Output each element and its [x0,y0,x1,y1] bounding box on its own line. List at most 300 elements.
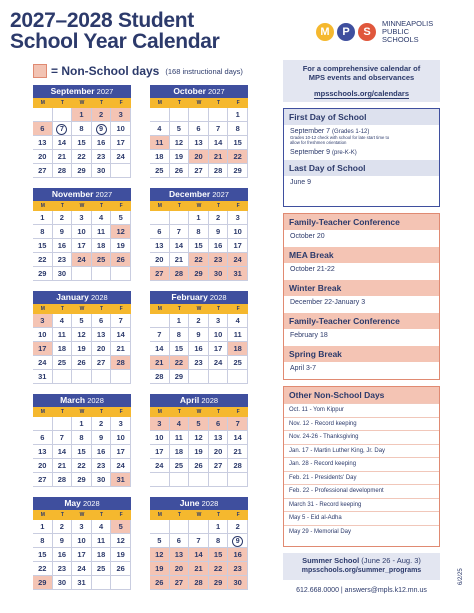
month-name: November [51,189,94,199]
day-cell: 11 [228,328,248,342]
break-heading-4: Spring Break [284,346,439,362]
day-cell: 27 [189,164,209,178]
day-cell [228,534,248,548]
weekday-header [150,98,248,108]
day-cell: 12 [150,548,170,562]
day-cell: 6 [92,314,112,328]
day-cell: 21 [111,342,131,356]
month-year: 2028 [207,293,227,302]
empty-day-cell [228,370,248,384]
weekday-label: T [177,409,181,415]
day-cell: 5 [72,314,92,328]
day-cell: 16 [53,548,73,562]
title-line-1: 2027–2028 Student [10,9,195,32]
logo-text [382,20,433,44]
day-cell: 4 [170,417,190,431]
weekday-label: T [100,409,104,415]
empty-day-cell [53,108,73,122]
first-day-date-2: September 9 [290,149,331,157]
day-cell: 8 [209,534,229,548]
day-cell: 1 [170,314,190,328]
day-cell: 26 [189,459,209,473]
day-cell: 26 [72,356,92,370]
day-cell: 31 [72,576,92,590]
day-cell: 13 [92,328,112,342]
day-cell: 24 [228,253,248,267]
other-days-heading: Other Non-School Days [284,387,439,403]
month-header [150,188,248,201]
empty-day-cell [170,473,190,487]
weekday-label: W [196,512,202,518]
day-cell: 25 [92,562,112,576]
month-name: March [60,395,86,405]
day-cell: 7 [111,314,131,328]
day-cell: 26 [111,253,131,267]
month-header [150,497,248,510]
day-grid [150,211,248,281]
day-cell: 26 [111,562,131,576]
day-cell: 14 [170,239,190,253]
day-cell: 5 [189,417,209,431]
month-header [150,394,248,407]
day-cell: 17 [111,445,131,459]
day-cell: 12 [111,225,131,239]
weekday-label: T [177,100,181,106]
day-cell: 8 [72,431,92,445]
day-cell: 19 [111,548,131,562]
month-calendar-february [150,291,248,384]
day-cell: 18 [228,342,248,356]
day-cell: 18 [150,150,170,164]
weekday-label: M [157,100,162,106]
day-cell: 13 [33,136,53,150]
weekday-label: T [60,306,64,312]
day-cell: 20 [150,253,170,267]
day-cell: 22 [228,150,248,164]
contact-info: 612.668.0000 | answers@mpls.k12.mn.us [296,587,427,594]
circled-day-number: 9 [96,124,107,135]
day-cell: 13 [189,136,209,150]
empty-day-cell [33,417,53,431]
empty-day-cell [92,576,112,590]
day-cell: 15 [33,239,53,253]
day-cell: 13 [170,548,190,562]
empty-day-cell [189,108,209,122]
version-date: 6/2/25 [458,568,464,585]
weekday-label: W [196,203,202,209]
day-cell: 15 [170,342,190,356]
day-cell: 17 [33,342,53,356]
day-cell: 29 [72,164,92,178]
break-heading-3: Family-Teacher Conference [284,313,439,329]
day-cell: 21 [53,459,73,473]
weekday-label: F [236,409,240,415]
day-cell: 30 [53,576,73,590]
day-cell: 2 [209,211,229,225]
empty-day-cell [72,267,92,281]
month-header [33,85,131,98]
day-cell: 18 [92,548,112,562]
day-cell: 16 [209,239,229,253]
day-cell: 5 [111,520,131,534]
day-cell: 12 [170,136,190,150]
month-calendar-december [150,188,248,281]
empty-day-cell [111,370,131,384]
break-date-1: October 21-22 [290,266,335,273]
day-cell: 1 [189,211,209,225]
month-header [33,291,131,304]
day-cell: 29 [189,267,209,281]
nonschool-swatch [33,64,47,78]
month-name: June [179,498,200,508]
empty-day-cell [111,576,131,590]
day-cell: 20 [33,150,53,164]
day-cell: 4 [92,211,112,225]
day-cell [53,122,73,136]
logo-text-line2: PUBLIC [382,26,410,36]
day-cell: 9 [53,225,73,239]
empty-day-cell [53,417,73,431]
day-cell: 31 [33,370,53,384]
day-cell: 3 [228,211,248,225]
day-cell: 10 [209,328,229,342]
school-dates-box [283,108,440,207]
month-calendar-march [33,394,131,487]
day-cell: 11 [92,225,112,239]
day-cell: 23 [92,459,112,473]
day-cell: 30 [92,473,112,487]
last-day-date: June 9 [290,179,312,187]
day-cell: 31 [228,267,248,281]
month-header [33,394,131,407]
day-cell: 15 [189,239,209,253]
weekday-header [150,201,248,211]
day-cell: 19 [170,150,190,164]
weekday-label: T [60,100,64,106]
day-cell: 28 [53,473,73,487]
day-grid [33,211,131,281]
day-cell: 27 [170,576,190,590]
break-date-4: April 3-7 [290,365,317,372]
empty-day-cell [150,520,170,534]
day-cell: 11 [170,431,190,445]
weekday-label: M [40,306,45,312]
day-cell: 21 [228,445,248,459]
day-cell: 9 [53,534,73,548]
empty-day-cell [33,108,53,122]
weekday-label: M [157,512,162,518]
circled-day-number: 7 [56,124,67,135]
day-cell: 5 [170,122,190,136]
day-cell: 2 [53,520,73,534]
day-cell: 13 [33,445,53,459]
month-name: February [171,292,208,302]
weekday-label: T [100,306,104,312]
summer-programs-link[interactable]: mpsschools.org/summer_programs [301,567,422,574]
day-cell: 13 [150,239,170,253]
weekday-label: T [217,100,221,106]
weekday-label: F [236,306,240,312]
empty-day-cell [111,164,131,178]
day-cell: 30 [228,576,248,590]
day-cell: 25 [92,253,112,267]
other-day-item: May 29 - Memorial Day [284,525,439,539]
logo-p-circle: P [337,23,355,41]
month-year: 2027 [93,190,113,199]
day-cell: 16 [189,342,209,356]
day-cell: 22 [170,356,190,370]
day-cell: 5 [150,534,170,548]
day-grid [150,108,248,178]
month-name: April [179,395,200,405]
weekday-label: T [100,512,104,518]
day-cell: 1 [33,520,53,534]
day-cell: 10 [150,431,170,445]
weekday-label: F [119,512,123,518]
day-cell: 20 [189,150,209,164]
day-cell: 28 [228,459,248,473]
other-day-item: Oct. 11 - Yom Kippur [284,403,439,417]
day-cell: 28 [170,267,190,281]
day-cell: 9 [92,431,112,445]
weekday-label: T [60,203,64,209]
day-cell: 6 [209,417,229,431]
day-cell: 7 [228,417,248,431]
weekday-label: F [119,203,123,209]
day-cell: 19 [111,239,131,253]
other-day-item: Jan. 17 - Martin Luther King, Jr. Day [284,444,439,458]
day-cell: 3 [33,314,53,328]
day-cell: 10 [228,225,248,239]
day-cell: 4 [150,122,170,136]
day-cell: 12 [72,328,92,342]
day-cell: 10 [72,225,92,239]
month-name: September [50,86,95,96]
day-cell: 17 [228,239,248,253]
other-day-item: Feb. 22 - Professional development [284,484,439,498]
day-cell: 10 [111,431,131,445]
day-cell: 3 [209,314,229,328]
day-cell: 1 [72,108,92,122]
break-date-0: October 20 [290,233,325,240]
weekday-label: M [40,409,45,415]
first-day-row-2 [284,145,439,160]
info-text-1: For a comprehensive calendar of [302,64,421,73]
day-cell: 24 [209,356,229,370]
day-cell: 2 [53,211,73,225]
day-cell: 21 [209,150,229,164]
day-cell: 6 [189,122,209,136]
day-grid [33,108,131,178]
weekday-header [150,407,248,417]
day-grid [150,314,248,384]
day-cell: 17 [72,239,92,253]
break-date-2: December 22-January 3 [290,299,366,306]
logo-m-circle: M [316,23,334,41]
day-cell: 29 [170,370,190,384]
weekday-label: W [196,306,202,312]
day-cell: 23 [209,253,229,267]
month-calendar-october [150,85,248,178]
day-cell: 22 [209,562,229,576]
day-cell: 20 [92,342,112,356]
weekday-header [150,510,248,520]
day-cell: 3 [150,417,170,431]
first-day-note-2: allow for freshmen orientation [290,140,347,146]
day-cell: 14 [53,136,73,150]
month-calendar-january [33,291,131,384]
weekday-label: T [177,512,181,518]
day-cell: 17 [209,342,229,356]
month-year: 2028 [199,499,219,508]
day-cell: 11 [53,328,73,342]
calendars-link[interactable]: mpsschools.org/calendars [313,88,410,98]
page-title [10,10,220,53]
first-day-grades-2: (pre-K-K) [332,150,357,157]
weekday-label: T [217,306,221,312]
first-day-heading: First Day of School [284,109,439,125]
logo-text-line3: SCHOOLS [382,34,419,44]
empty-day-cell [53,370,73,384]
day-cell: 7 [150,328,170,342]
other-day-item: Nov. 24-26 - Thanksgiving [284,430,439,444]
day-cell: 22 [33,253,53,267]
day-cell: 15 [33,548,53,562]
day-cell: 25 [170,459,190,473]
day-cell: 21 [150,356,170,370]
empty-day-cell [189,520,209,534]
weekday-label: M [157,409,162,415]
mps-logo [316,20,433,44]
day-cell: 17 [150,445,170,459]
day-cell: 7 [170,225,190,239]
day-cell: 27 [33,473,53,487]
day-cell: 27 [150,267,170,281]
weekday-header [33,304,131,314]
day-cell: 19 [189,445,209,459]
day-cell: 16 [53,239,73,253]
weekday-label: M [40,100,45,106]
month-year: 2028 [80,499,100,508]
day-cell: 23 [53,562,73,576]
break-heading-0: Family-Teacher Conference [284,214,439,230]
weekday-label: M [40,203,45,209]
day-cell: 28 [150,370,170,384]
empty-day-cell [189,473,209,487]
day-cell: 12 [189,431,209,445]
day-cell: 17 [111,136,131,150]
day-cell: 3 [111,108,131,122]
month-calendar-november [33,188,131,281]
weekday-label: W [79,306,85,312]
weekday-label: F [236,512,240,518]
day-cell: 18 [170,445,190,459]
weekday-label: T [60,409,64,415]
day-cell: 15 [209,548,229,562]
day-cell: 30 [53,267,73,281]
month-header [150,291,248,304]
weekday-header [33,98,131,108]
day-cell: 30 [209,267,229,281]
empty-day-cell [150,473,170,487]
day-cell: 19 [150,562,170,576]
day-cell: 9 [209,225,229,239]
day-cell: 27 [33,164,53,178]
day-cell: 21 [170,253,190,267]
empty-day-cell [170,520,190,534]
day-cell: 20 [170,562,190,576]
day-cell: 20 [33,459,53,473]
day-grid [150,520,248,590]
day-grid [33,417,131,487]
day-cell: 6 [33,122,53,136]
day-cell: 7 [189,534,209,548]
break-heading-2: Winter Break [284,280,439,296]
day-cell: 3 [72,520,92,534]
day-cell: 15 [72,445,92,459]
day-cell: 14 [150,342,170,356]
break-heading-1: MEA Break [284,247,439,263]
month-header [33,497,131,510]
day-cell: 8 [33,225,53,239]
empty-day-cell [209,108,229,122]
day-cell: 6 [170,534,190,548]
weekday-label: F [236,100,240,106]
day-cell: 21 [53,150,73,164]
other-day-item: Nov. 12 - Record keeping [284,417,439,431]
weekday-label: M [40,512,45,518]
day-cell: 28 [209,164,229,178]
day-cell: 4 [53,314,73,328]
day-cell: 22 [72,150,92,164]
month-year: 2028 [85,396,104,405]
day-cell: 7 [53,431,73,445]
day-cell: 29 [33,576,53,590]
day-cell: 1 [228,108,248,122]
day-cell: 28 [111,356,131,370]
empty-day-cell [209,473,229,487]
day-cell: 25 [53,356,73,370]
other-day-item: Feb. 21 - Presidents' Day [284,471,439,485]
month-calendar-june [150,497,248,590]
day-cell: 26 [170,164,190,178]
legend-label: = Non-School days [51,64,160,78]
title-line-2: School Year Calendar [10,30,220,54]
month-name: October [173,86,206,96]
empty-day-cell [111,267,131,281]
day-cell: 8 [228,122,248,136]
month-name: January [56,292,89,302]
day-cell: 27 [92,356,112,370]
weekday-label: M [157,203,162,209]
day-cell: 23 [189,356,209,370]
day-cell: 16 [92,445,112,459]
weekday-label: W [79,203,85,209]
day-cell: 2 [92,417,112,431]
day-cell: 28 [53,164,73,178]
weekday-label: T [217,512,221,518]
day-cell: 29 [33,267,53,281]
day-cell [92,122,112,136]
last-day-heading: Last Day of School [284,160,439,176]
day-cell: 18 [53,342,73,356]
day-cell: 8 [170,328,190,342]
empty-day-cell [72,370,92,384]
day-cell: 30 [92,164,112,178]
day-cell: 28 [189,576,209,590]
day-cell: 23 [53,253,73,267]
weekday-label: W [79,100,85,106]
